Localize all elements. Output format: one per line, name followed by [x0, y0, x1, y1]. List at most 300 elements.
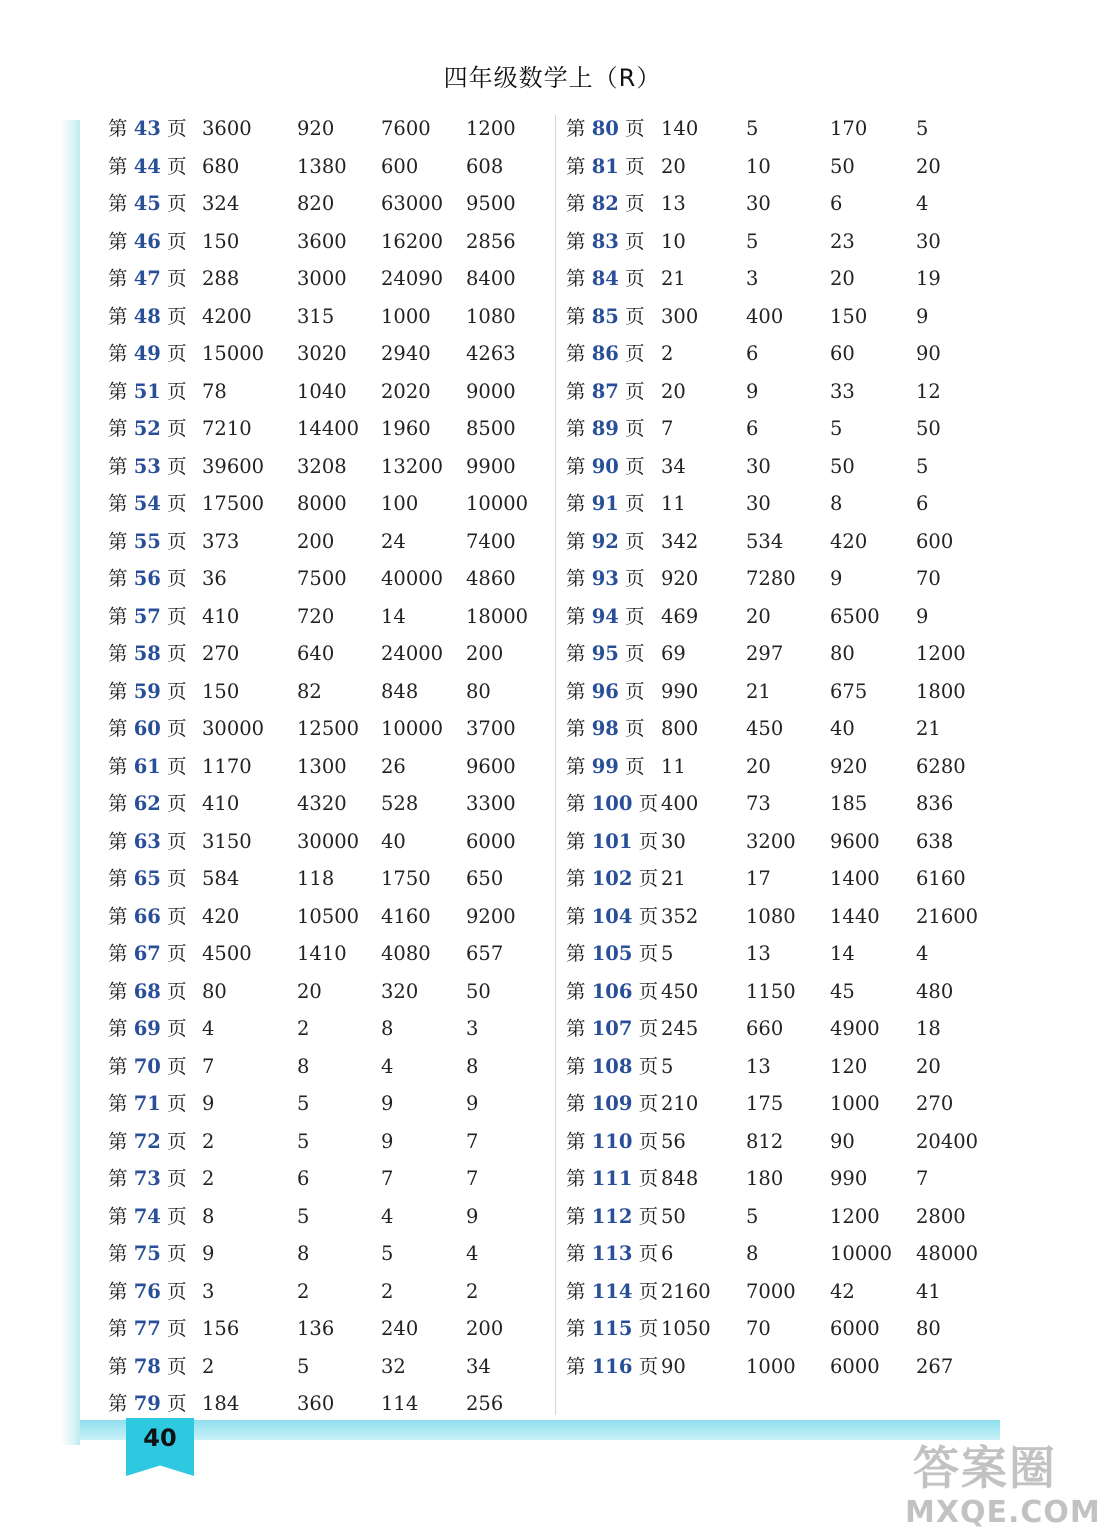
answer-value: 3600 — [297, 229, 347, 253]
answer-value: 5 — [297, 1129, 310, 1153]
answer-value: 990 — [661, 679, 699, 703]
label-suffix: 页 — [167, 1054, 187, 1078]
label-suffix: 页 — [167, 717, 187, 740]
answer-value: 4080 — [381, 942, 431, 965]
answer-value: 1080 — [466, 304, 516, 328]
answer-value: 80 — [830, 642, 855, 665]
answer-value: 11 — [661, 754, 686, 778]
label-prefix: 第 — [108, 679, 128, 703]
label-prefix: 第 — [566, 1017, 586, 1040]
page-label — [108, 785, 187, 823]
label-suffix: 页 — [167, 117, 187, 140]
answer-value: 534 — [746, 529, 784, 553]
page-ref-number: 89 — [591, 417, 619, 440]
answer-value: 10000 — [830, 1242, 893, 1265]
answer-value: 30000 — [202, 717, 265, 740]
answer-value: 7280 — [746, 567, 796, 590]
page-ref-number: 51 — [133, 379, 161, 403]
page-label — [566, 1010, 658, 1048]
answer-value: 2 — [297, 1279, 310, 1303]
label-suffix: 页 — [638, 1317, 659, 1340]
page-label — [108, 448, 187, 486]
label-suffix: 页 — [167, 792, 187, 815]
label-prefix: 第 — [566, 529, 586, 553]
answer-value: 5 — [381, 1242, 394, 1265]
answer-value: 1440 — [830, 904, 880, 928]
answer-value: 20400 — [916, 1129, 979, 1153]
page-label — [566, 785, 658, 823]
page-label — [566, 898, 658, 936]
answer-value: 9600 — [466, 754, 516, 778]
answer-value: 2940 — [381, 342, 431, 365]
answer-value: 136 — [297, 1317, 335, 1340]
answer-value: 78 — [202, 379, 227, 403]
page-ref-number: 106 — [591, 979, 633, 1003]
answer-value: 848 — [661, 1167, 699, 1190]
label-prefix: 第 — [108, 267, 128, 290]
page-label — [566, 110, 645, 148]
label-prefix: 第 — [108, 529, 128, 553]
label-prefix: 第 — [108, 1354, 128, 1378]
label-suffix: 页 — [625, 604, 645, 628]
page-label — [108, 1310, 187, 1348]
answer-value: 2020 — [381, 379, 431, 403]
label-suffix: 页 — [167, 304, 187, 328]
answer-value: 6 — [830, 192, 843, 215]
answer-value: 10000 — [381, 717, 444, 740]
answer-value: 30 — [746, 192, 771, 215]
answer-value: 320 — [381, 979, 419, 1003]
label-prefix: 第 — [108, 492, 128, 515]
answer-value: 184 — [202, 1392, 240, 1415]
page-label — [108, 898, 187, 936]
watermark-text-cn: 答案圈 — [913, 1441, 1057, 1495]
answer-value: 3200 — [746, 829, 796, 853]
page-label — [566, 973, 658, 1011]
label-suffix: 页 — [625, 567, 645, 590]
page-label — [566, 373, 645, 411]
page-ref-number: 48 — [133, 304, 161, 328]
page-ref-number: 71 — [133, 1092, 161, 1115]
answer-value: 7400 — [466, 529, 516, 553]
answer-value: 6 — [661, 1242, 674, 1265]
answer-value: 36 — [202, 567, 227, 590]
answer-value: 420 — [830, 529, 868, 553]
answer-value: 6000 — [466, 829, 516, 853]
page-ref-number: 62 — [133, 792, 161, 815]
page-ref-number: 83 — [591, 229, 619, 253]
page-ref-number: 58 — [133, 642, 161, 665]
answer-value: 100 — [381, 492, 419, 515]
answer-value: 342 — [661, 529, 699, 553]
answer-value: 4 — [916, 192, 929, 215]
answer-value: 812 — [746, 1129, 784, 1153]
answer-value: 660 — [746, 1017, 784, 1040]
label-suffix: 页 — [167, 1017, 187, 1040]
label-prefix: 第 — [108, 754, 128, 778]
answer-value: 13 — [746, 942, 771, 965]
answer-value: 990 — [830, 1167, 868, 1190]
answer-value: 600 — [381, 154, 419, 178]
answer-value: 640 — [297, 642, 335, 665]
label-suffix: 页 — [625, 417, 645, 440]
page-ref-number: 93 — [591, 567, 619, 590]
page-number: 40 — [143, 1424, 177, 1452]
page-label — [108, 223, 187, 261]
column-divider — [555, 115, 556, 1415]
label-prefix: 第 — [566, 1129, 586, 1153]
page-ref-number: 45 — [133, 192, 161, 215]
label-prefix: 第 — [566, 492, 586, 515]
label-prefix: 第 — [566, 1317, 586, 1340]
label-suffix: 页 — [167, 979, 187, 1003]
page-ref-number: 70 — [133, 1054, 161, 1078]
answer-value: 12 — [916, 379, 941, 403]
answer-value: 6 — [297, 1167, 310, 1190]
page-ref-number: 47 — [133, 267, 161, 290]
label-prefix: 第 — [108, 1017, 128, 1040]
book-title: 四年级数学上（R） — [443, 64, 662, 92]
answer-value: 600 — [916, 529, 954, 553]
page-header — [0, 58, 1065, 93]
page-ref-number: 73 — [133, 1167, 161, 1190]
page-ref-number: 69 — [133, 1017, 161, 1040]
label-prefix: 第 — [566, 792, 586, 815]
answer-value: 9 — [746, 379, 759, 403]
answer-value: 584 — [202, 867, 240, 890]
answer-value: 2856 — [466, 229, 516, 253]
answer-value: 315 — [297, 304, 335, 328]
answer-value: 2 — [202, 1129, 215, 1153]
answer-value: 150 — [202, 229, 240, 253]
page-ref-number: 82 — [591, 192, 619, 215]
page-label — [108, 1085, 187, 1123]
label-suffix: 页 — [625, 754, 645, 778]
label-prefix: 第 — [566, 1279, 586, 1303]
page-label — [566, 148, 645, 186]
answer-value: 7500 — [297, 567, 347, 590]
answer-value: 469 — [661, 604, 699, 628]
answer-value: 6000 — [830, 1354, 880, 1378]
answer-value: 5 — [297, 1204, 310, 1228]
label-suffix: 页 — [625, 717, 645, 740]
label-prefix: 第 — [108, 1317, 128, 1340]
label-prefix: 第 — [108, 1392, 128, 1415]
answer-value: 300 — [661, 304, 699, 328]
label-prefix: 第 — [566, 829, 586, 853]
label-prefix: 第 — [566, 567, 586, 590]
page-label — [108, 823, 187, 861]
answer-value: 1000 — [746, 1354, 796, 1378]
page-label — [566, 748, 645, 786]
answer-value: 150 — [830, 304, 868, 328]
answer-value: 400 — [746, 304, 784, 328]
answer-value: 200 — [466, 1317, 504, 1340]
page-label — [566, 335, 645, 373]
answer-value: 18000 — [466, 604, 529, 628]
answer-value: 8500 — [466, 417, 516, 440]
answer-value: 7600 — [381, 117, 431, 140]
answer-value: 200 — [466, 642, 504, 665]
page-ref-number: 102 — [591, 867, 633, 890]
label-prefix: 第 — [566, 379, 586, 403]
answer-value: 175 — [746, 1092, 784, 1115]
label-suffix: 页 — [625, 192, 645, 215]
label-prefix: 第 — [108, 567, 128, 590]
answer-value: 373 — [202, 529, 240, 553]
label-prefix: 第 — [108, 417, 128, 440]
label-prefix: 第 — [108, 1167, 128, 1190]
label-prefix: 第 — [108, 304, 128, 328]
answer-value: 7 — [916, 1167, 929, 1190]
answer-value: 42 — [830, 1279, 855, 1303]
answer-value: 4500 — [202, 942, 252, 965]
page-ref-number: 59 — [133, 679, 161, 703]
label-prefix: 第 — [566, 192, 586, 215]
answer-value: 15000 — [202, 342, 265, 365]
page-ref-number: 65 — [133, 867, 161, 890]
page-label — [566, 1123, 658, 1161]
page-ref-number: 60 — [133, 717, 161, 740]
label-prefix: 第 — [108, 342, 128, 365]
answer-value: 638 — [916, 829, 954, 853]
answer-value: 2 — [381, 1279, 394, 1303]
answer-value: 33 — [830, 379, 855, 403]
answer-value: 7 — [466, 1167, 479, 1190]
label-suffix: 页 — [638, 1054, 659, 1078]
answer-value: 10 — [746, 154, 771, 178]
page-ref-number: 46 — [133, 229, 161, 253]
label-suffix: 页 — [167, 1354, 187, 1378]
label-suffix: 页 — [167, 642, 187, 665]
answer-value: 680 — [202, 154, 240, 178]
answer-value: 32 — [381, 1354, 406, 1378]
answer-value: 26 — [381, 754, 406, 778]
left-edge-shading — [60, 120, 80, 1445]
page-label — [566, 298, 645, 336]
label-prefix: 第 — [566, 1054, 586, 1078]
label-prefix: 第 — [108, 379, 128, 403]
answer-value: 8 — [381, 1017, 394, 1040]
watermark-logo — [905, 1440, 1101, 1536]
answer-value: 9 — [466, 1092, 479, 1115]
answer-value: 20 — [916, 1054, 941, 1078]
label-prefix: 第 — [108, 829, 128, 853]
label-suffix: 页 — [638, 979, 659, 1003]
label-suffix: 页 — [638, 1354, 659, 1378]
answer-value: 73 — [746, 792, 771, 815]
label-suffix: 页 — [625, 304, 645, 328]
label-prefix: 第 — [108, 1279, 128, 1303]
answer-value: 6 — [746, 417, 759, 440]
page-ref-number: 66 — [133, 904, 161, 928]
page-label — [566, 598, 645, 636]
label-prefix: 第 — [566, 679, 586, 703]
answer-value: 9 — [381, 1092, 394, 1115]
page-label — [566, 1198, 658, 1236]
answer-value: 2 — [661, 342, 674, 365]
answer-value: 480 — [916, 979, 954, 1003]
page-label — [108, 973, 187, 1011]
answer-value: 9 — [381, 1129, 394, 1153]
page-label — [108, 935, 187, 973]
label-prefix: 第 — [108, 979, 128, 1003]
answer-value: 1380 — [297, 154, 347, 178]
label-prefix: 第 — [566, 754, 586, 778]
answer-value: 9000 — [466, 379, 516, 403]
label-suffix: 页 — [625, 679, 645, 703]
answer-value: 180 — [746, 1167, 784, 1190]
label-prefix: 第 — [108, 792, 128, 815]
answer-value: 608 — [466, 154, 504, 178]
page-label — [566, 410, 645, 448]
answer-value: 8000 — [297, 492, 347, 515]
page-ref-number: 112 — [591, 1204, 633, 1228]
answer-value: 14400 — [297, 417, 360, 440]
answer-value: 40 — [381, 829, 406, 853]
answer-value: 70 — [746, 1317, 771, 1340]
label-suffix: 页 — [638, 829, 659, 853]
answer-value: 1750 — [381, 867, 431, 890]
answer-value: 1170 — [202, 754, 252, 778]
answer-value: 20 — [916, 154, 941, 178]
label-suffix: 页 — [625, 642, 645, 665]
answer-value: 50 — [466, 979, 491, 1003]
label-prefix: 第 — [566, 229, 586, 253]
page-ref-number: 114 — [591, 1279, 633, 1303]
label-prefix: 第 — [108, 117, 128, 140]
answer-value: 13200 — [381, 454, 444, 478]
page-ref-number: 111 — [591, 1167, 633, 1190]
label-prefix: 第 — [108, 1204, 128, 1228]
label-prefix: 第 — [566, 304, 586, 328]
answer-value: 140 — [661, 117, 699, 140]
answer-value: 16200 — [381, 229, 444, 253]
answer-value: 2160 — [661, 1279, 711, 1303]
label-suffix: 页 — [167, 1092, 187, 1115]
answer-value: 4 — [381, 1204, 394, 1228]
label-prefix: 第 — [566, 1204, 586, 1228]
page-label — [108, 148, 187, 186]
label-suffix: 页 — [167, 1242, 187, 1265]
page-ref-number: 84 — [591, 267, 619, 290]
page-ref-number: 99 — [591, 754, 619, 778]
answer-value: 5 — [916, 117, 929, 140]
answer-value: 9 — [830, 567, 843, 590]
label-prefix: 第 — [108, 192, 128, 215]
page-ref-number: 63 — [133, 829, 161, 853]
label-prefix: 第 — [566, 942, 586, 965]
page-ref-number: 57 — [133, 604, 161, 628]
label-suffix: 页 — [625, 342, 645, 365]
label-suffix: 页 — [167, 1204, 187, 1228]
answer-value: 5 — [746, 229, 759, 253]
answer-value: 2 — [202, 1354, 215, 1378]
answer-value: 41 — [916, 1279, 941, 1303]
answer-value: 17 — [746, 867, 771, 890]
answer-value: 3020 — [297, 342, 347, 365]
page-ref-number: 115 — [591, 1317, 633, 1340]
answer-value: 1150 — [746, 979, 796, 1003]
answer-value: 6500 — [830, 604, 880, 628]
page-ref-number: 74 — [133, 1204, 161, 1228]
label-prefix: 第 — [566, 1242, 586, 1265]
page-label — [108, 1273, 187, 1311]
answer-value: 4263 — [466, 342, 516, 365]
page-label — [566, 860, 658, 898]
answer-value: 800 — [661, 717, 699, 740]
answer-value: 820 — [297, 192, 335, 215]
answer-value: 3000 — [297, 267, 347, 290]
answer-value: 34 — [661, 454, 686, 478]
answer-value: 3 — [202, 1279, 215, 1303]
answer-value: 245 — [661, 1017, 699, 1040]
answer-value: 920 — [297, 117, 335, 140]
answer-value: 4900 — [830, 1017, 880, 1040]
page-label — [108, 1048, 187, 1086]
answer-value: 3208 — [297, 454, 347, 478]
page-ref-number: 72 — [133, 1129, 161, 1153]
label-suffix: 页 — [638, 904, 659, 928]
answer-value: 7000 — [746, 1279, 796, 1303]
answer-value: 9 — [202, 1092, 215, 1115]
label-suffix: 页 — [167, 1167, 187, 1190]
answer-value: 9 — [466, 1204, 479, 1228]
answer-value: 5 — [830, 417, 843, 440]
answer-value: 420 — [202, 904, 240, 928]
page-label — [108, 523, 187, 561]
answer-value: 30 — [916, 229, 941, 253]
page-ref-number: 105 — [591, 942, 633, 965]
answer-value: 2 — [202, 1167, 215, 1190]
page-ref-number: 81 — [591, 154, 619, 178]
answer-value: 30 — [746, 492, 771, 515]
page-ref-number: 87 — [591, 379, 619, 403]
page-label — [566, 1085, 658, 1123]
answer-value: 9200 — [466, 904, 516, 928]
page-label — [108, 1385, 187, 1423]
label-suffix: 页 — [625, 154, 645, 178]
label-suffix: 页 — [167, 529, 187, 553]
answer-value: 3150 — [202, 829, 252, 853]
answer-value: 45 — [830, 979, 855, 1003]
answer-value: 8 — [202, 1204, 215, 1228]
answer-value: 18 — [916, 1017, 941, 1040]
answer-value: 5 — [916, 454, 929, 478]
answer-value: 10 — [661, 229, 686, 253]
label-prefix: 第 — [566, 904, 586, 928]
page-label — [108, 560, 187, 598]
page-ref-number: 49 — [133, 342, 161, 365]
answer-value: 48000 — [916, 1242, 979, 1265]
label-prefix: 第 — [566, 1167, 586, 1190]
page-label — [566, 1048, 658, 1086]
page-label — [108, 410, 187, 448]
page-ref-number: 86 — [591, 342, 619, 365]
label-suffix: 页 — [638, 1242, 659, 1265]
answer-value: 10000 — [466, 492, 529, 515]
page-ref-number: 108 — [591, 1054, 633, 1078]
footer-bar — [80, 1420, 1000, 1440]
answer-value: 11 — [661, 492, 686, 515]
answer-value: 6000 — [830, 1317, 880, 1340]
answer-value: 1200 — [830, 1204, 880, 1228]
label-prefix: 第 — [566, 417, 586, 440]
label-suffix: 页 — [167, 942, 187, 965]
answer-value: 34 — [466, 1354, 491, 1378]
answer-value: 114 — [381, 1392, 419, 1415]
page-label — [108, 260, 187, 298]
